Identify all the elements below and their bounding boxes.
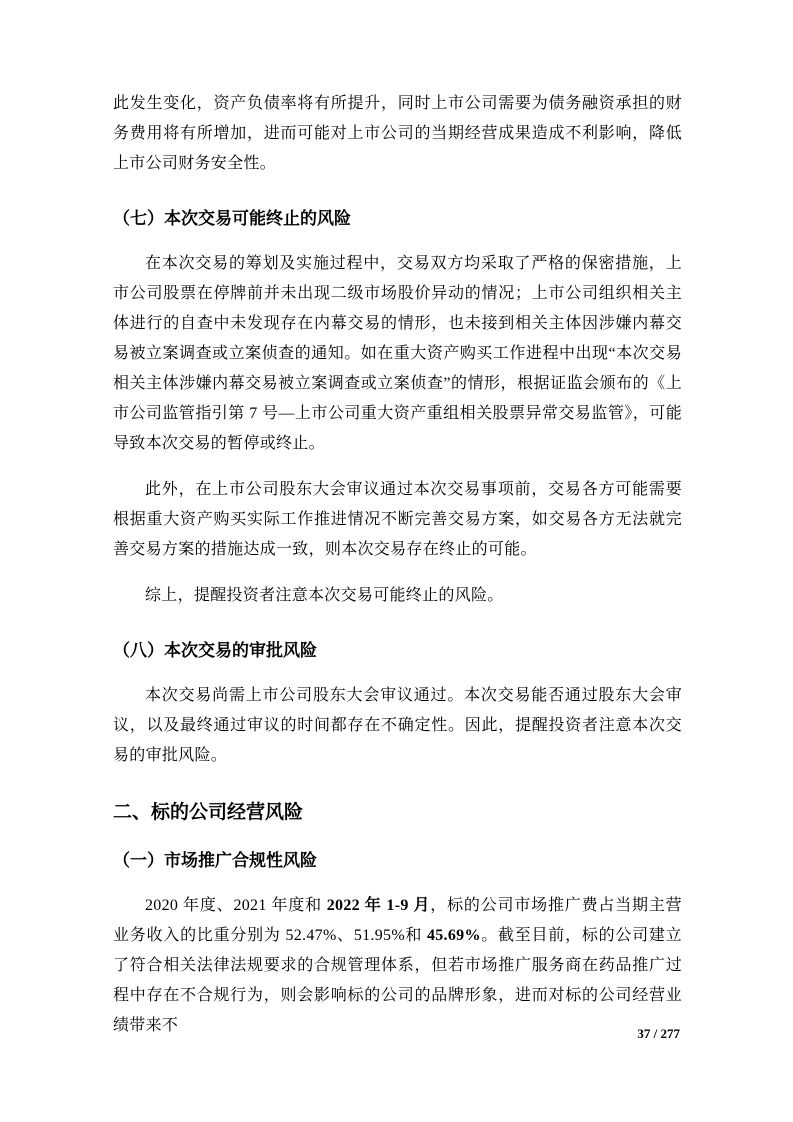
text-run: 。截至目前，标的公司建立了符合相关法律法规要求的合规管理体系，但若市场推广服务商在药品推广过程中存在不合规行为，则会影响标的公司的品牌形象，进而对标的公司经营业绩带来不 (113, 927, 682, 1034)
paragraph: 此外，在上市公司股东大会审议通过本次交易事项前，交易各方可能需要根据重大资产购买实际工作推进情况不断完善交易方案，如交易各方无法就完善交易方案的措施达成一致，则本次交易存在终止的可能。 (113, 481, 682, 558)
paragraph: 在本次交易的筹划及实施过程中，交易双方均采取了严格的保密措施，上市公司股票在停牌前并未出现二级市场股价异动的情况；上市公司组织相关主体进行的自查中未发现存在内幕交易的情形，也未接到相关主体因涉嫌内幕交易被立案调查或立案侦查的通知。如在重大资产购买工作进程中出现“本次交易相关主体涉嫌内幕交易被立案调查或立案侦查”的情形，根据证监会颁布的《上市公司监管指引第 7 号—上市公司重大资产重组相关股票异常交易监管》，可能导致本次交易的暂停或终止。 (113, 255, 682, 452)
paragraph: 综上，提醒投资者注意本次交易可能终止的风险。 (145, 587, 504, 604)
section-heading-8: （八）本次交易的审批风险 (113, 641, 317, 660)
text-run: 2020 年度、2021 年度和 (145, 897, 327, 914)
bold-text-run: 45.69% (426, 927, 481, 944)
section-heading-7: （七）本次交易可能终止的风险 (113, 209, 351, 228)
text-run: ，标的公司市场推广费占当期主营业务收入的比重分别为 52.47%、51.95%和 (113, 897, 682, 944)
section-heading-1: （一）市场推广合规性风险 (113, 851, 317, 870)
paragraph-rich (113, 891, 682, 1041)
bold-text-run: 2022 年 1-9 月 (326, 897, 431, 914)
chapter-heading-2: 二、标的公司经营风险 (113, 802, 304, 823)
paragraph-continuation: 此发生变化，资产负债率将有所提升，同时上市公司需要为债务融资承担的财务费用将有所增加，进而可能对上市公司的当期经营成果造成不利影响，降低上市公司财务安全性。 (113, 95, 682, 172)
page-number: 37 / 277 (637, 1026, 680, 1041)
document-content (113, 89, 682, 1041)
paragraph: 本次交易尚需上市公司股东大会审议通过。本次交易能否通过股东大会审议，以及最终通过审议的时间都存在不确定性。因此，提醒投资者注意本次交易的审批风险。 (113, 687, 682, 764)
